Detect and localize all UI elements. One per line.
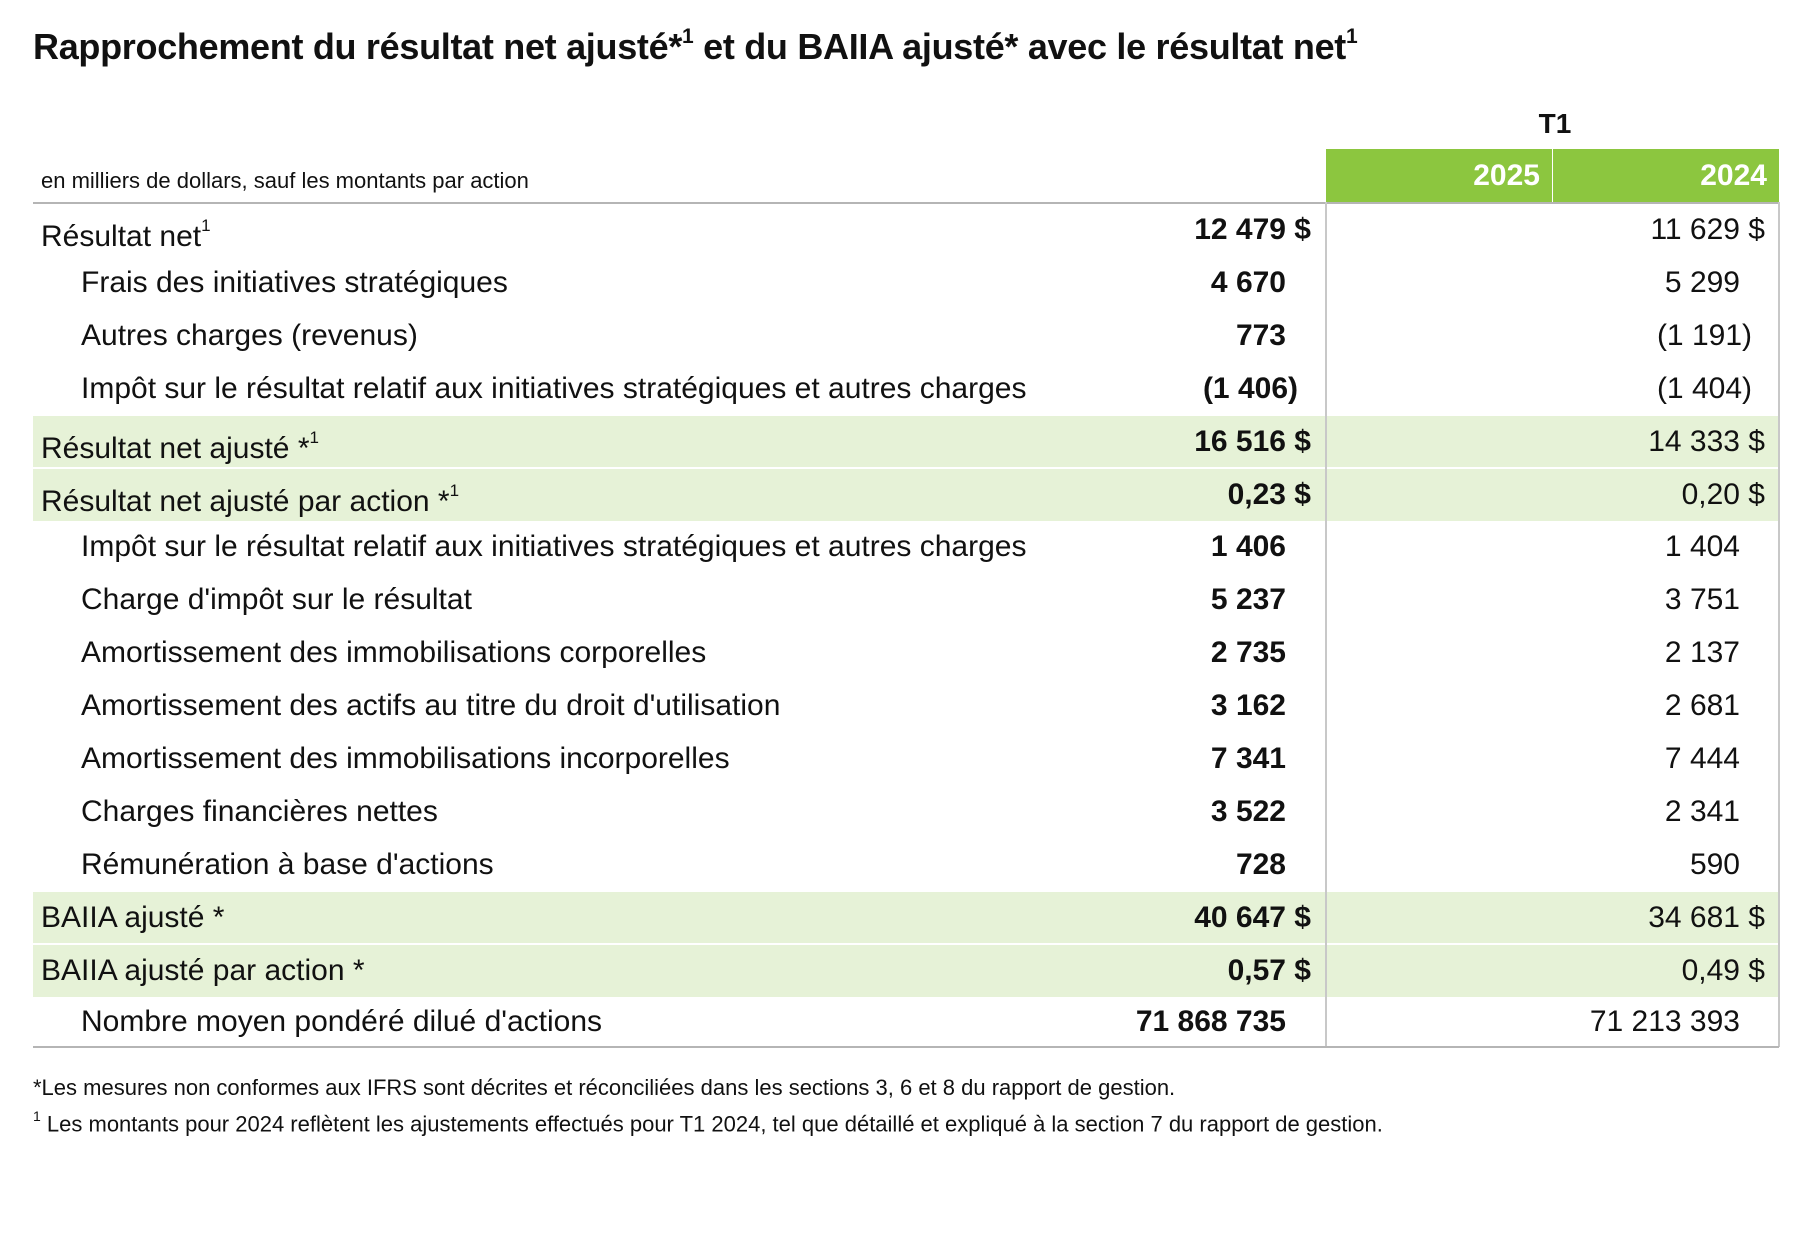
value-2024: 1 404	[1664, 530, 1740, 563]
table-row	[33, 204, 1779, 256]
value-2024: (1 191)	[1656, 319, 1752, 352]
column-header-2025: 2025	[1326, 149, 1552, 202]
table-row	[33, 414, 1779, 468]
value-2025: 16 516 $	[1194, 425, 1311, 458]
value-2024: 2 137	[1664, 636, 1740, 669]
column-header-2024: 2024	[1553, 149, 1779, 202]
row-label: Charge d'impôt sur le résultat	[81, 583, 472, 616]
value-2025: 40 647 $	[1194, 901, 1311, 934]
row-label: Amortissement des immobilisations corporelles	[81, 636, 707, 669]
row-label: Résultat net$^1$	[41, 216, 211, 253]
value-2025: (1 406)	[1202, 372, 1298, 405]
table-row	[33, 363, 1779, 415]
table-row	[33, 574, 1779, 626]
footnote-ifrs: *Les mesures non conformes aux IFRS sont décrites et réconciliées dans les sections 3, 6 et 8 du rapport de gestion.	[33, 1075, 1176, 1100]
row-label: Nombre moyen pondéré dilué d'actions	[81, 1005, 603, 1038]
value-2024: 5 299	[1664, 266, 1740, 299]
value-2025: 3 162	[1210, 689, 1286, 722]
value-2024: 3 751	[1664, 583, 1740, 616]
table-row	[33, 943, 1779, 997]
table-row	[33, 521, 1779, 573]
value-2025: 4 670	[1210, 266, 1286, 299]
value-2025: 3 522	[1210, 795, 1286, 828]
value-2024: 590	[1689, 848, 1740, 881]
table-row	[33, 890, 1779, 944]
row-label: Amortissement des immobilisations incorporelles	[81, 742, 730, 775]
row-label: Résultat net ajusté par action *$^1$	[41, 481, 460, 518]
table-row	[33, 786, 1779, 838]
value-2025: 0,57 $	[1227, 954, 1311, 987]
value-2025: 728	[1235, 848, 1286, 881]
table-bottom-rule	[33, 1046, 1779, 1048]
footnote-adjustments: $^1$ Les montants pour 2024 reflètent les ajustements effectués pour T1 2024, tel que détaillé et expliqué à la section 7 du rapport de gestion.	[33, 1108, 1383, 1137]
value-2024: 11 629 $	[1650, 213, 1765, 246]
table-row	[33, 467, 1779, 521]
value-2025: 5 237	[1210, 583, 1286, 616]
value-2024: 14 333 $	[1648, 425, 1765, 458]
row-label: Amortissement des actifs au titre du droit d'utilisation	[81, 689, 781, 722]
value-2025: 2 735	[1210, 636, 1286, 669]
row-label: Frais des initiatives stratégiques	[81, 266, 508, 299]
table-row	[33, 733, 1779, 785]
period-heading: T1	[1538, 108, 1572, 139]
value-2025: 71 868 735	[1135, 1005, 1286, 1038]
value-2024: 0,20 $	[1681, 478, 1765, 511]
unit-label: en milliers de dollars, sauf les montants par action	[41, 168, 529, 193]
value-2024: 34 681 $	[1648, 901, 1765, 934]
table-row	[33, 839, 1779, 891]
row-label: Charges financières nettes	[81, 795, 438, 828]
value-2024: 2 681	[1664, 689, 1740, 722]
value-2025: 773	[1235, 319, 1286, 352]
value-2024: 71 213 393	[1589, 1005, 1740, 1038]
value-2025: 1 406	[1210, 530, 1286, 563]
row-label: Résultat net ajusté *$^1$	[41, 428, 319, 465]
table-row	[33, 627, 1779, 679]
value-2025: 7 341	[1210, 742, 1286, 775]
table-right-border	[1778, 202, 1780, 1047]
table-row	[33, 257, 1779, 309]
row-label: Impôt sur le résultat relatif aux initiatives stratégiques et autres charges	[81, 530, 1027, 563]
value-2025: 0,23 $	[1227, 478, 1311, 511]
row-label: Rémunération à base d'actions	[81, 848, 494, 881]
value-2024: (1 404)	[1656, 372, 1752, 405]
page-title: Rapprochement du résultat net ajusté*$^1$ et du BAIIA ajusté* avec le résultat net$^1$	[33, 25, 1358, 67]
table-row	[33, 997, 1779, 1046]
row-label: Impôt sur le résultat relatif aux initiatives stratégiques et autres charges	[81, 372, 1027, 405]
column-divider	[1325, 202, 1327, 1047]
row-label: BAIIA ajusté par action *	[41, 954, 365, 987]
table-row	[33, 680, 1779, 732]
row-label: BAIIA ajusté *	[41, 901, 225, 934]
row-label: Autres charges (revenus)	[81, 319, 418, 352]
table-row	[33, 310, 1779, 362]
value-2025: 12 479 $	[1194, 213, 1311, 246]
value-2024: 2 341	[1664, 795, 1740, 828]
value-2024: 7 444	[1664, 742, 1740, 775]
value-2024: 0,49 $	[1681, 954, 1765, 987]
